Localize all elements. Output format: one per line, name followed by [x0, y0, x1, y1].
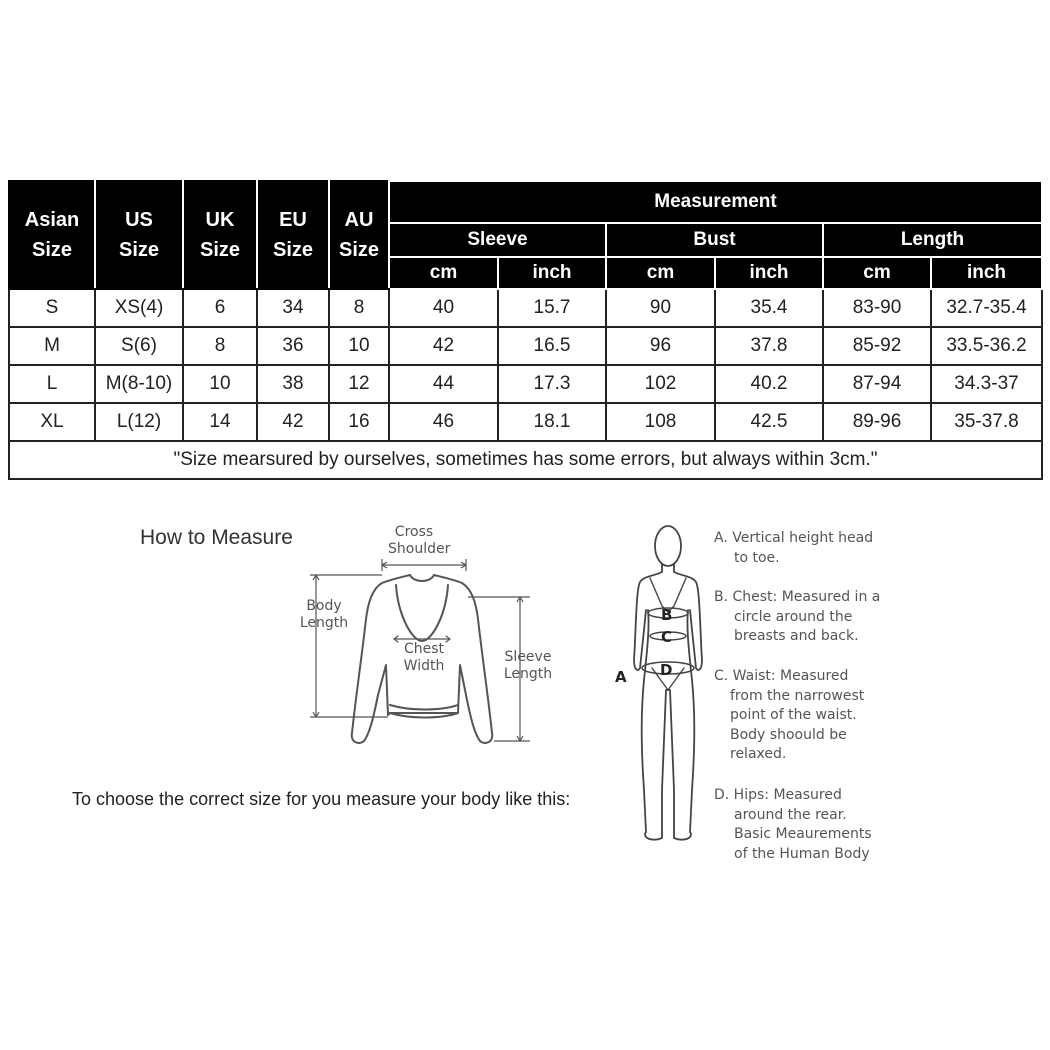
- table-cell: 10: [329, 327, 389, 365]
- table-cell: 10: [183, 365, 257, 403]
- table-cell: 87-94: [823, 365, 931, 403]
- table-cell: 8: [183, 327, 257, 365]
- instruction-text: To choose the correct size for you measure your body like this:: [72, 789, 571, 809]
- body-letter-a: A: [615, 668, 627, 686]
- body-letter-c: C: [661, 628, 673, 646]
- table-cell: 36: [257, 327, 329, 365]
- table-cell: 38: [257, 365, 329, 403]
- table-cell: 35.4: [715, 289, 823, 327]
- table-cell: 46: [389, 403, 498, 441]
- table-cell: 16.5: [498, 327, 606, 365]
- header-bust-inch: inch: [715, 257, 823, 289]
- header-sleeve-inch: inch: [498, 257, 606, 289]
- header-eu-size: EU Size: [257, 181, 329, 289]
- header-au-size: AU Size: [329, 181, 389, 289]
- header-us-size: US Size: [95, 181, 183, 289]
- header-length: Length: [823, 223, 1042, 257]
- measurement-note: "Size mearsured by ourselves, sometimes has some errors, but always within 3cm.": [9, 441, 1042, 479]
- table-cell: 33.5-36.2: [931, 327, 1042, 365]
- legend-a: A. Vertical height head to toe.: [714, 530, 874, 566]
- table-cell: XL: [9, 403, 95, 441]
- legend-c: C. Waist: Measured from the narrowest point of the waist. Body shoould be relaxed.: [714, 668, 865, 762]
- table-cell: S: [9, 289, 95, 327]
- table-cell: 42: [389, 327, 498, 365]
- table-cell: 35-37.8: [931, 403, 1042, 441]
- table-cell: 83-90: [823, 289, 931, 327]
- table-cell: 42.5: [715, 403, 823, 441]
- table-cell: S(6): [95, 327, 183, 365]
- body-length-label: Body Length: [299, 598, 349, 631]
- table-cell: 34.3-37: [931, 365, 1042, 403]
- table-cell: 90: [606, 289, 715, 327]
- header-length-cm: cm: [823, 257, 931, 289]
- table-cell: 108: [606, 403, 715, 441]
- header-asian-size: Asian Size: [9, 181, 95, 289]
- how-to-measure-title: How to Measure: [140, 526, 293, 549]
- table-cell: L: [9, 365, 95, 403]
- table-cell: 102: [606, 365, 715, 403]
- table-row: [9, 327, 1042, 365]
- table-cell: 12: [329, 365, 389, 403]
- header-uk-size: UK Size: [183, 181, 257, 289]
- legend-b: B. Chest: Measured in a circle around the breasts and back.: [714, 589, 881, 644]
- table-cell: 44: [389, 365, 498, 403]
- header-length-inch: inch: [931, 257, 1042, 289]
- table-row: [9, 365, 1042, 403]
- table-cell: M(8-10): [95, 365, 183, 403]
- table-cell: 40.2: [715, 365, 823, 403]
- table-cell: 17.3: [498, 365, 606, 403]
- table-cell: 85-92: [823, 327, 931, 365]
- table-cell: 14: [183, 403, 257, 441]
- header-bust-cm: cm: [606, 257, 715, 289]
- table-cell: M: [9, 327, 95, 365]
- table-row: [9, 289, 1042, 327]
- table-cell: 34: [257, 289, 329, 327]
- legend-d: D. Hips: Measured around the rear. Basic Meaurements of the Human Body: [714, 787, 872, 862]
- body-figure-diagram: [628, 520, 708, 850]
- table-cell: 42: [257, 403, 329, 441]
- table-cell: XS(4): [95, 289, 183, 327]
- table-cell: 40: [389, 289, 498, 327]
- table-cell: 15.7: [498, 289, 606, 327]
- header-bust: Bust: [606, 223, 823, 257]
- sleeve-length-label: Sleeve Length: [503, 649, 553, 682]
- table-cell: 96: [606, 327, 715, 365]
- header-sleeve-cm: cm: [389, 257, 498, 289]
- header-measurement: Measurement: [389, 181, 1042, 223]
- header-sleeve: Sleeve: [389, 223, 606, 257]
- body-letter-d: D: [660, 661, 673, 679]
- table-cell: 89-96: [823, 403, 931, 441]
- table-cell: 32.7-35.4: [931, 289, 1042, 327]
- table-cell: 8: [329, 289, 389, 327]
- table-cell: L(12): [95, 403, 183, 441]
- table-cell: 18.1: [498, 403, 606, 441]
- chest-width-label: Chest Width: [403, 641, 445, 674]
- table-cell: 16: [329, 403, 389, 441]
- table-cell: 6: [183, 289, 257, 327]
- table-cell: 37.8: [715, 327, 823, 365]
- cross-shoulder-label: Cross Shoulder: [388, 524, 451, 557]
- table-row: [9, 403, 1042, 441]
- size-chart-table: [8, 180, 1043, 480]
- body-letter-b: B: [661, 606, 673, 624]
